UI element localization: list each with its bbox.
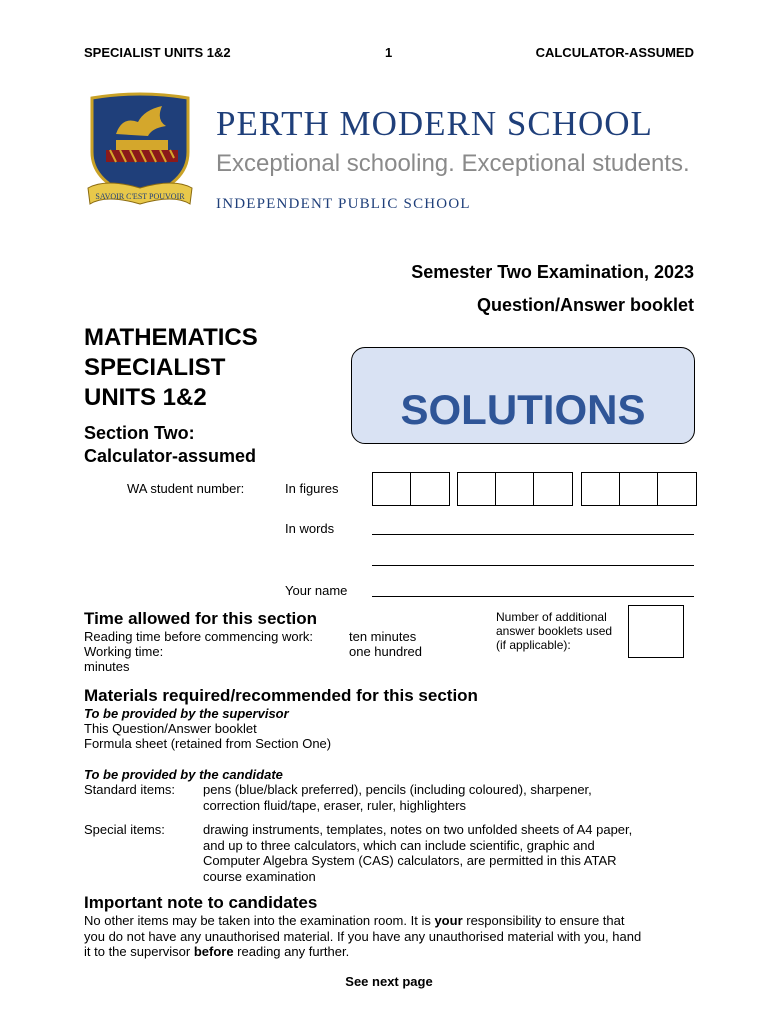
in-words-label: In words: [285, 521, 335, 536]
important-note-heading: Important note to candidates: [84, 893, 318, 912]
additional-line-3: (if applicable):: [496, 638, 571, 652]
note-line-3: [84, 944, 641, 960]
exam-title: Semester Two Examination, 2023: [411, 262, 694, 282]
special-items-label: Special items:: [84, 822, 165, 837]
solutions-banner: [351, 347, 695, 444]
in-words-line-2[interactable]: [372, 565, 694, 566]
booklet-title: Question/Answer booklet: [476, 295, 694, 315]
school-type: INDEPENDENT PUBLIC SCHOOL: [216, 196, 471, 212]
special-items-text: [203, 822, 632, 884]
working-time-cont: minutes: [84, 659, 130, 674]
digit-box[interactable]: [582, 473, 620, 505]
note-line-2: you do not have any unauthorised material. If you have any unauthorised material with you, hand: [84, 928, 642, 944]
note-text: responsibility to ensure that: [462, 913, 625, 928]
digit-box[interactable]: [658, 473, 696, 505]
standard-line-1: pens (blue/black preferred), pencils (including coloured), sharpener,: [203, 782, 592, 797]
digit-box[interactable]: [534, 473, 572, 505]
student-number-label: WA student number:: [127, 481, 245, 496]
special-line-3: Computer Algebra System (CAS) calculators, are permitted in this ATAR: [203, 853, 617, 868]
digit-box[interactable]: [458, 473, 496, 505]
note-emphasis: before: [193, 944, 234, 959]
supervisor-item-2: Formula sheet (retained from Section One): [84, 736, 332, 751]
additional-line-2: answer booklets used: [496, 624, 613, 638]
section-line-2: Calculator-assumed: [84, 446, 257, 466]
in-words-line-1[interactable]: [372, 534, 694, 535]
subject-title: [84, 323, 258, 413]
school-name: PERTH MODERN SCHOOL: [216, 104, 653, 143]
materials-heading: Materials required/recommended for this section: [84, 686, 478, 705]
note-emphasis: your: [434, 913, 463, 928]
subject-line-3: UNITS 1&2: [84, 384, 207, 411]
student-number-group-3[interactable]: [581, 472, 697, 506]
note-paragraph: [84, 913, 641, 960]
student-number-group-1[interactable]: [372, 472, 450, 506]
additional-booklets-label: [496, 610, 612, 652]
section-title: [84, 422, 256, 468]
solutions-label: SOLUTIONS: [400, 385, 646, 433]
standard-line-2: correction fluid/tape, eraser, ruler, highlighters: [203, 797, 467, 813]
supervisor-heading: To be provided by the supervisor: [84, 706, 289, 721]
working-time-value: one hundred: [349, 644, 423, 659]
standard-items-text: [203, 782, 592, 813]
subject-line-2: SPECIALIST: [84, 354, 226, 381]
note-line-1: [84, 913, 641, 929]
header-right: CALCULATOR-ASSUMED: [535, 45, 694, 60]
note-text: reading any further.: [233, 944, 350, 959]
see-next-page: See next page: [345, 974, 433, 989]
student-number-group-2[interactable]: [457, 472, 573, 506]
additional-line-1: Number of additional: [496, 610, 607, 624]
school-crest-logo: [86, 92, 194, 214]
digit-box[interactable]: [496, 473, 534, 505]
candidate-heading: To be provided by the candidate: [84, 767, 283, 782]
header-left: SPECIALIST UNITS 1&2: [84, 45, 231, 60]
reading-time-label: Reading time before commencing work:: [84, 629, 314, 644]
special-line-1: drawing instruments, templates, notes on two unfolded sheets of A4 paper,: [203, 822, 633, 837]
supervisor-item-1: This Question/Answer booklet: [84, 721, 257, 736]
reading-time-value: ten minutes: [349, 629, 417, 644]
in-figures-label: In figures: [285, 481, 339, 496]
your-name-line[interactable]: [372, 596, 694, 597]
your-name-label: Your name: [285, 583, 348, 598]
digit-box[interactable]: [411, 473, 449, 505]
motto-text: SAVOIR C'EST POUVOIR: [95, 192, 185, 201]
digit-box[interactable]: [620, 473, 658, 505]
subject-line-1: MATHEMATICS: [84, 324, 258, 351]
page-number: 1: [385, 45, 393, 60]
working-time-label: Working time:: [84, 644, 164, 659]
note-text: No other items may be taken into the examination room. It is: [84, 913, 435, 928]
special-line-4: course examination: [203, 868, 316, 884]
note-text: it to the supervisor: [84, 944, 194, 959]
special-line-2: and up to three calculators, which can include scientific, graphic and: [203, 837, 595, 853]
school-tagline: Exceptional schooling. Exceptional students.: [216, 150, 690, 177]
standard-items-label: Standard items:: [84, 782, 176, 797]
section-line-1: Section Two:: [84, 423, 195, 443]
time-heading: Time allowed for this section: [84, 609, 318, 628]
digit-box[interactable]: [373, 473, 411, 505]
additional-booklets-box[interactable]: [628, 605, 684, 658]
